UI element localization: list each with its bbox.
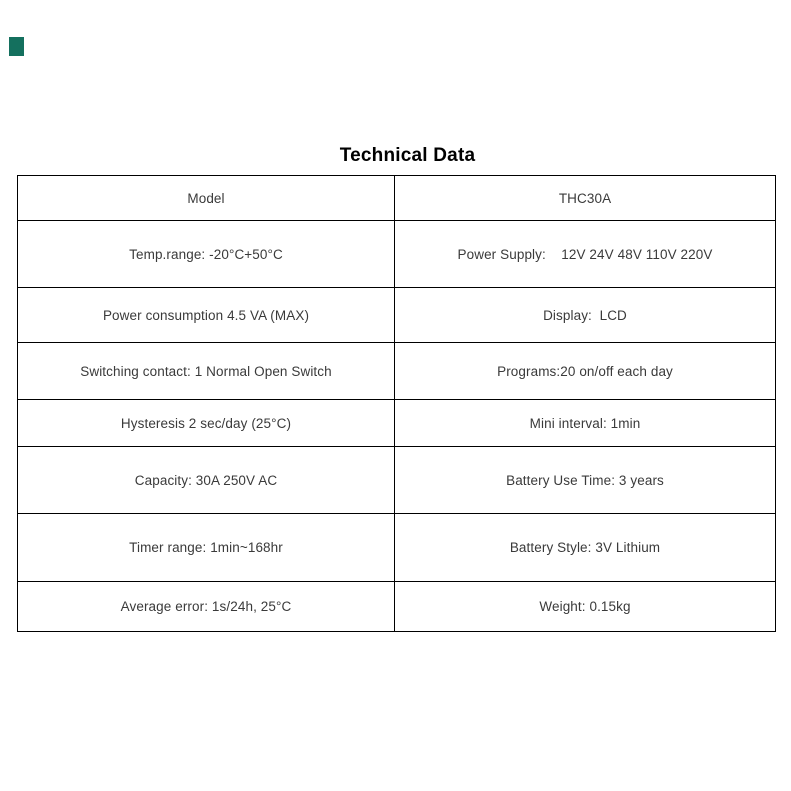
cell-model-value: THC30A	[395, 176, 776, 221]
cell-weight: Weight: 0.15kg	[395, 582, 776, 632]
table-row	[18, 514, 776, 582]
cell-power-consumption: Power consumption 4.5 VA (MAX)	[18, 288, 395, 343]
cell-average-error: Average error: 1s/24h, 25°C	[18, 582, 395, 632]
cell-switching-contact: Switching contact: 1 Normal Open Switch	[18, 343, 395, 400]
cell-temp-range: Temp.range: -20°C+50°C	[18, 221, 395, 288]
table-row	[18, 582, 776, 632]
table-row	[18, 221, 776, 288]
cell-battery-style: Battery Style: 3V Lithium	[395, 514, 776, 582]
table-row	[18, 176, 776, 221]
cell-programs: Programs:20 on/off each day	[395, 343, 776, 400]
cell-mini-interval: Mini interval: 1min	[395, 400, 776, 447]
cell-timer-range: Timer range: 1min~168hr	[18, 514, 395, 582]
cell-display: Display: LCD	[395, 288, 776, 343]
table-row	[18, 400, 776, 447]
cell-hysteresis: Hysteresis 2 sec/day (25°C)	[18, 400, 395, 447]
cell-capacity: Capacity: 30A 250V AC	[18, 447, 395, 514]
cell-power-supply: Power Supply: 12V 24V 48V 110V 220V	[395, 221, 776, 288]
page-title: Technical Data	[339, 145, 476, 166]
technical-data-table	[17, 175, 776, 632]
cell-model-label: Model	[18, 176, 395, 221]
corner-marker-icon	[9, 37, 24, 56]
table-row	[18, 447, 776, 514]
cell-battery-use-time: Battery Use Time: 3 years	[395, 447, 776, 514]
table-row	[18, 288, 776, 343]
table-row	[18, 343, 776, 400]
